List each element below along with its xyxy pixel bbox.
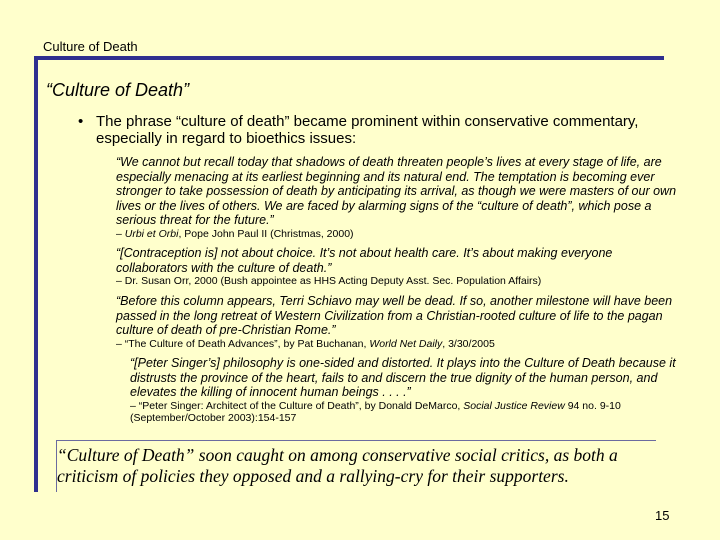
bullet-point bbox=[78, 113, 688, 147]
top-rule bbox=[34, 56, 664, 60]
quote-demarco bbox=[130, 356, 678, 424]
quote-citation: – Dr. Susan Orr, 2000 (Bush appointee as HHS Acting Deputy Asst. Sec. Population Affairs) bbox=[116, 275, 542, 287]
quote-text: “Before this column appears, Terri Schiavo may well be dead. If so, another milestone will have been passed in the long retreat of Western Civilization from a Christian-rooted culture of life to the pagan culture of death of pre-Christian Rome.” bbox=[116, 294, 673, 337]
quote-john-paul bbox=[116, 155, 686, 240]
quote-orr bbox=[116, 246, 686, 287]
quote-citation: – “Peter Singer: Architect of the Culture of Death”, by Donald DeMarco, Social Justice Review 94 no. 9-10 (September/October 2003):154-157 bbox=[130, 399, 621, 424]
quote-buchanan bbox=[116, 294, 686, 350]
page-number: 15 bbox=[655, 508, 670, 523]
quote-text: “We cannot but recall today that shadows of death threaten people’s lives at every stage of life, are especially menacing at its earliest beginning and its natural end. The temptation is becoming ever stronger to take possession of death by anticipating its arrival, as though we were masters of our own lives or the lives of others. We are faced by alarming signs of the “culture of death”, which pose a serious threat for the future.” bbox=[116, 155, 677, 227]
quote-text: “[Peter Singer’s] philosophy is one-sided and distorted. It plays into the Culture of Death because it distrusts the province of the heart, fails to and discern the true dignity of the human person, and elevates the killing of innocent human beings . . . .” bbox=[130, 356, 676, 399]
quote-text: “[Contraception is] not about choice. It’s not about health care. It’s about making everyone collaborators with the culture of death.” bbox=[116, 246, 613, 275]
conclusion-text: “Culture of Death” soon caught on among conservative social critics, as both a criticism of policies they opposed and a rallying-cry for their supporters. bbox=[57, 445, 618, 486]
left-rule bbox=[34, 56, 38, 492]
bullet-marker: • bbox=[78, 113, 84, 130]
conclusion-border-top bbox=[56, 440, 656, 441]
quote-citation: – “The Culture of Death Advances”, by Pat Buchanan, World Net Daily, 3/30/2005 bbox=[116, 337, 495, 350]
header-title: Culture of Death bbox=[43, 39, 138, 54]
bullet-text: The phrase “culture of death” became prominent within conservative commentary, especially in regard to bioethics issues: bbox=[96, 113, 639, 147]
quote-citation: – Urbi et Orbi, Pope John Paul II (Christmas, 2000) bbox=[116, 227, 354, 240]
slide-title: “Culture of Death” bbox=[46, 80, 190, 100]
